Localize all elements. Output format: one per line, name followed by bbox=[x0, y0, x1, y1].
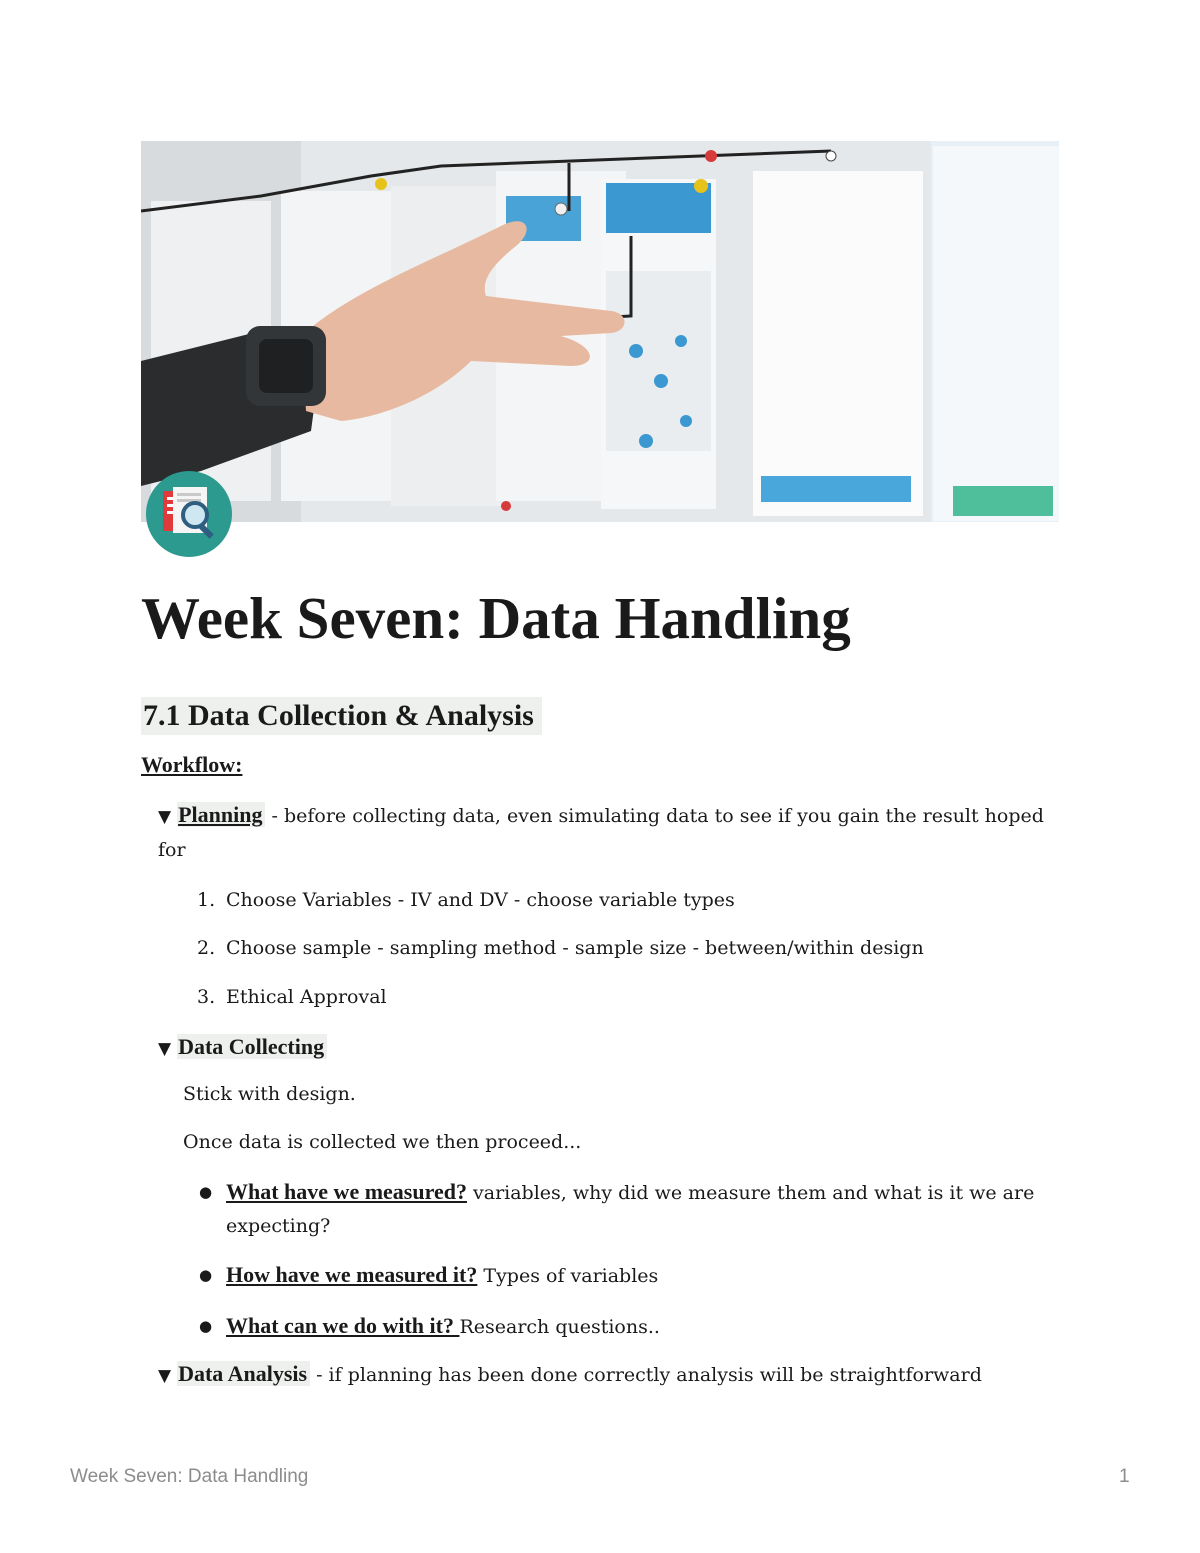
bullet-dot: ● bbox=[199, 1183, 213, 1201]
bullet-text: Types of variables bbox=[477, 1265, 659, 1287]
step-text: Ethical Approval bbox=[226, 986, 387, 1008]
toggle-planning[interactable] bbox=[158, 798, 1044, 834]
cover-illustration bbox=[141, 141, 1059, 522]
list-item bbox=[226, 1175, 1034, 1210]
toggle-planning-title: Planning bbox=[177, 802, 265, 827]
list-item bbox=[226, 1309, 660, 1344]
collecting-para-2: Once data is collected we then proceed... bbox=[183, 1131, 582, 1153]
triangle-down-icon[interactable]: ▼ bbox=[158, 807, 172, 827]
section-heading: 7.1 Data Collection & Analysis bbox=[141, 697, 542, 735]
collecting-para-1: Stick with design. bbox=[183, 1083, 356, 1105]
bullet-question: How have we measured it? bbox=[226, 1262, 478, 1287]
workflow-label: Workflow: bbox=[141, 752, 243, 777]
list-item bbox=[226, 1258, 658, 1293]
planning-text: - before collecting data, even simulating data to see if you gain the result hoped bbox=[265, 805, 1044, 827]
step-number: 1. bbox=[197, 889, 216, 911]
toggle-analysis-title: Data Analysis bbox=[177, 1361, 310, 1386]
bullet-question: What can we do with it? bbox=[226, 1313, 460, 1338]
toggle-collecting-title: Data Collecting bbox=[177, 1034, 327, 1059]
bullet-text: Research questions.. bbox=[459, 1316, 660, 1338]
bullet-text: variables, why did we measure them and what is it we are bbox=[466, 1182, 1035, 1204]
page-icon bbox=[146, 471, 232, 557]
document-search-icon bbox=[146, 471, 232, 557]
footer-title: Week Seven: Data Handling bbox=[70, 1466, 309, 1487]
page-number: 1 bbox=[1119, 1466, 1130, 1487]
bullet-question: What have we measured? bbox=[226, 1179, 467, 1204]
page-title: Week Seven: Data Handling bbox=[141, 585, 851, 651]
toggle-data-collecting[interactable] bbox=[158, 1030, 327, 1066]
bullet-text-cont: expecting? bbox=[226, 1215, 331, 1237]
bullet-dot: ● bbox=[199, 1317, 213, 1335]
cover-image bbox=[141, 141, 1059, 522]
triangle-down-icon[interactable]: ▼ bbox=[158, 1039, 172, 1059]
step-number: 3. bbox=[197, 986, 216, 1008]
bullet-dot: ● bbox=[199, 1266, 213, 1284]
analysis-text: - if planning has been done correctly analysis will be straightforward bbox=[310, 1364, 982, 1386]
planning-text-cont: for bbox=[158, 839, 186, 861]
step-number: 2. bbox=[197, 937, 216, 959]
step-text: Choose sample - sampling method - sample size - between/within design bbox=[226, 937, 924, 959]
toggle-data-analysis[interactable] bbox=[158, 1357, 982, 1393]
step-text: Choose Variables - IV and DV - choose variable types bbox=[226, 889, 735, 911]
triangle-down-icon[interactable]: ▼ bbox=[158, 1366, 172, 1386]
